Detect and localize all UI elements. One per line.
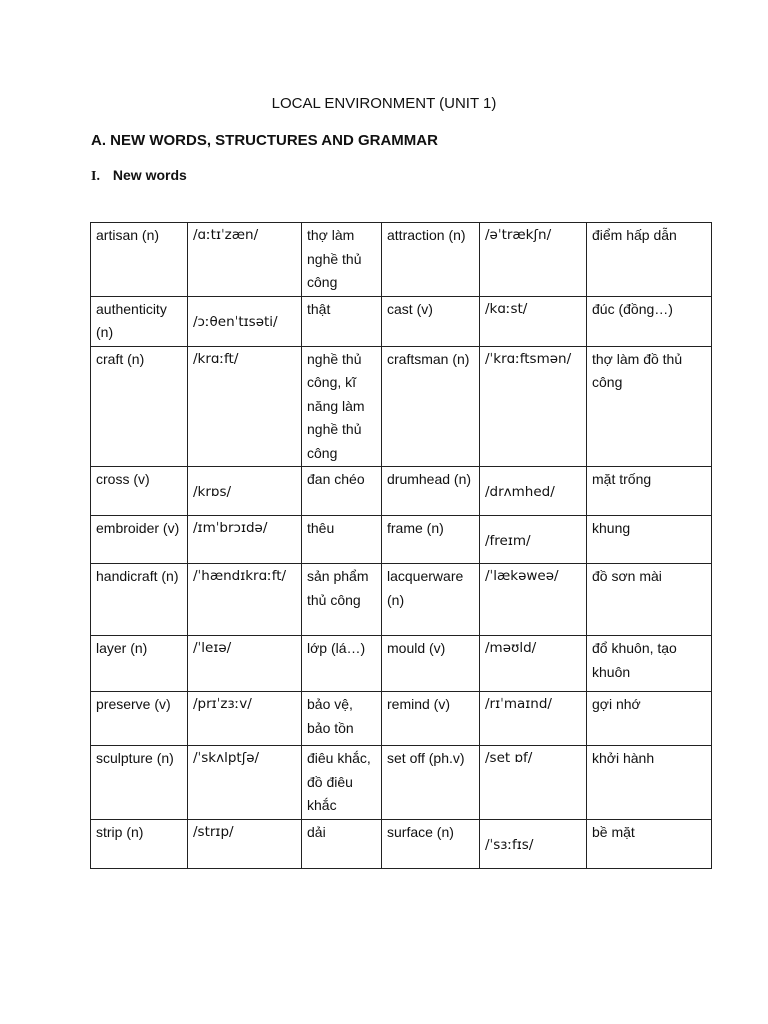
ipa-cell: /əˈtrækʃn/ (480, 223, 587, 297)
ipa-cell: /ˈskʌlptʃə/ (188, 746, 302, 820)
ipa-cell: /freɪm/ (480, 516, 587, 564)
meaning-cell: gợi nhớ (587, 692, 712, 746)
word-cell: mould (v) (382, 636, 480, 692)
vocab-row (91, 636, 712, 692)
ipa-cell: /rɪˈmaɪnd/ (480, 692, 587, 746)
meaning-cell: điểm hấp dẫn (587, 223, 712, 297)
document-title: LOCAL ENVIRONMENT (UNIT 1) (271, 95, 497, 112)
vocab-row (91, 467, 712, 516)
word-cell: drumhead (n) (382, 467, 480, 516)
word-cell: handicraft (n) (91, 564, 188, 636)
subsection-number: I. (91, 169, 100, 184)
vocab-row (91, 564, 712, 636)
meaning-cell: đúc (đồng…) (587, 296, 712, 346)
meaning-cell: nghề thủ công, kĩ năng làm nghề thủ công (302, 346, 382, 467)
word-cell: surface (n) (382, 819, 480, 868)
word-cell: craft (n) (91, 346, 188, 467)
vocab-row (91, 223, 712, 297)
meaning-cell: đồ sơn mài (587, 564, 712, 636)
meaning-cell: bề mặt (587, 819, 712, 868)
word-cell: cross (v) (91, 467, 188, 516)
ipa-cell: /ˈsɜːfɪs/ (480, 819, 587, 868)
vocab-row (91, 346, 712, 467)
meaning-cell: lớp (lá…) (302, 636, 382, 692)
word-cell: authenticity (n) (91, 296, 188, 346)
ipa-cell: /ɔːθenˈtɪsəti/ (188, 296, 302, 346)
vocab-row (91, 819, 712, 868)
ipa-cell: /məʊld/ (480, 636, 587, 692)
ipa-cell: /prɪˈzɜːv/ (188, 692, 302, 746)
word-cell: embroider (v) (91, 516, 188, 564)
meaning-cell: đổ khuôn, tạo khuôn (587, 636, 712, 692)
ipa-cell: /ɑːtɪˈzæn/ (188, 223, 302, 297)
meaning-cell: dải (302, 819, 382, 868)
section-heading: A. NEW WORDS, STRUCTURES AND GRAMMAR (91, 132, 438, 149)
meaning-cell: khởi hành (587, 746, 712, 820)
ipa-cell: /kɑːst/ (480, 296, 587, 346)
word-cell: layer (n) (91, 636, 188, 692)
meaning-cell: đan chéo (302, 467, 382, 516)
word-cell: remind (v) (382, 692, 480, 746)
meaning-cell: sản phẩm thủ công (302, 564, 382, 636)
ipa-cell: /ˈkrɑːftsmən/ (480, 346, 587, 467)
meaning-cell: khung (587, 516, 712, 564)
word-cell: lacquerware (n) (382, 564, 480, 636)
vocab-row (91, 296, 712, 346)
word-cell: craftsman (n) (382, 346, 480, 467)
meaning-cell: thợ làm nghề thủ công (302, 223, 382, 297)
ipa-cell: /ˈlækəweə/ (480, 564, 587, 636)
word-cell: frame (n) (382, 516, 480, 564)
word-cell: strip (n) (91, 819, 188, 868)
ipa-cell: /set ɒf/ (480, 746, 587, 820)
word-cell: attraction (n) (382, 223, 480, 297)
meaning-cell: thêu (302, 516, 382, 564)
meaning-cell: thợ làm đồ thủ công (587, 346, 712, 467)
word-cell: set off (ph.v) (382, 746, 480, 820)
vocab-row (91, 746, 712, 820)
vocabulary-table (90, 222, 712, 869)
meaning-cell: mặt trống (587, 467, 712, 516)
ipa-cell: /krɑːft/ (188, 346, 302, 467)
ipa-cell: /ɪmˈbrɔɪdə/ (188, 516, 302, 564)
word-cell: sculpture (n) (91, 746, 188, 820)
meaning-cell: bảo vệ, bảo tồn (302, 692, 382, 746)
vocab-row (91, 692, 712, 746)
subsection-title: New words (112, 167, 187, 183)
meaning-cell: thật (302, 296, 382, 346)
ipa-cell: /ˈleɪə/ (188, 636, 302, 692)
vocab-row (91, 516, 712, 564)
subsection-heading (91, 167, 187, 185)
ipa-cell: /ˈhændɪkrɑːft/ (188, 564, 302, 636)
word-cell: preserve (v) (91, 692, 188, 746)
ipa-cell: /strɪp/ (188, 819, 302, 868)
meaning-cell: điêu khắc, đồ điêu khắc (302, 746, 382, 820)
word-cell: artisan (n) (91, 223, 188, 297)
word-cell: cast (v) (382, 296, 480, 346)
ipa-cell: /drʌmhed/ (480, 467, 587, 516)
ipa-cell: /krɒs/ (188, 467, 302, 516)
